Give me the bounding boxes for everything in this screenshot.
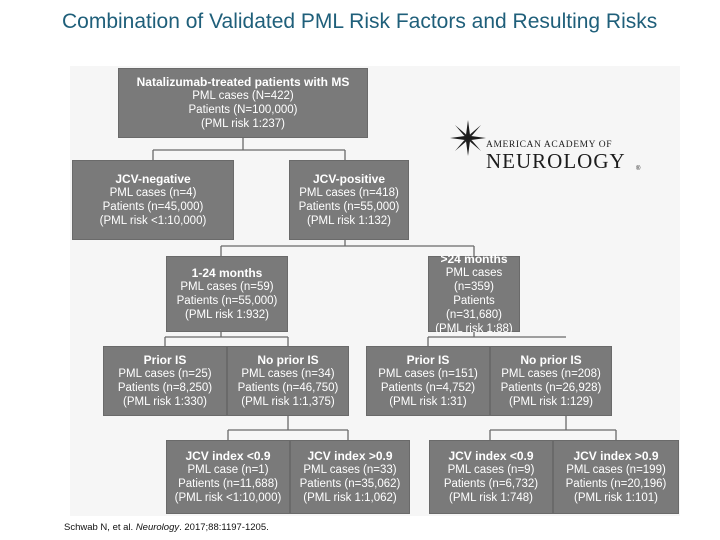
- box-risk: (PML risk 1:1,062): [303, 492, 397, 504]
- box-heading: JCV index <0.9: [448, 449, 534, 463]
- box-heading: No prior IS: [520, 353, 582, 367]
- box-patients: Patients (n=4,752): [380, 382, 476, 394]
- citation-rest: . 2017;88:1197-1205.: [179, 522, 269, 533]
- box-cases: PML cases (n=33): [303, 464, 397, 476]
- box-cases: PML cases (n=199): [566, 464, 666, 476]
- box-patients: Patients (n=55,000): [298, 201, 400, 213]
- box-patients: Patients (n=26,928): [500, 382, 602, 394]
- box-patients: Patients (n=20,196): [565, 478, 667, 490]
- box-heading: JCV index <0.9: [185, 449, 271, 463]
- box-patients: Patients (n=45,000): [102, 201, 204, 213]
- box-root: [118, 68, 368, 138]
- box-risk: (PML risk 1:88): [435, 323, 513, 335]
- box-a-jcv-index-high: [290, 440, 410, 514]
- box-b-prior-is: [366, 346, 490, 416]
- box-risk: (PML risk 1:101): [574, 492, 658, 504]
- box-risk: (PML risk 1:31): [389, 396, 467, 408]
- box-risk: (PML risk 1:330): [123, 396, 207, 408]
- box-patients: Patients (n=55,000): [176, 295, 278, 307]
- box-b-jcv-index-high: [553, 440, 679, 514]
- box-risk: (PML risk 1:237): [201, 118, 285, 130]
- box-jcv-negative: [72, 160, 234, 240]
- box-heading: >24 months: [440, 252, 508, 266]
- citation-authors: Schwab N, et al.: [64, 522, 136, 533]
- logo-line-2: NEUROLOGY: [486, 149, 626, 173]
- box-heading: 1-24 months: [191, 266, 263, 280]
- box-heading: Natalizumab-treated patients with MS: [136, 75, 350, 89]
- box-patients: Patients (n=11,688): [178, 478, 278, 490]
- connector-root: [153, 138, 345, 160]
- box-a-prior-is: [103, 346, 227, 416]
- box-risk: (PML risk <1:10,000): [174, 492, 282, 504]
- box-risk: (PML risk 1:748): [449, 492, 533, 504]
- box-patients: Patients (n=6,732): [443, 478, 539, 490]
- box-cases: PML cases (n=4): [109, 187, 197, 199]
- connector-months-1-24: [165, 332, 288, 346]
- box-cases: PML cases (n=208): [501, 368, 601, 380]
- box-heading: Prior IS: [406, 353, 450, 367]
- box-patients: Patients (n=8,250): [117, 382, 213, 394]
- box-cases: PML cases (n=151): [378, 368, 478, 380]
- box-risk: (PML risk 1:932): [185, 309, 269, 321]
- citation-journal: Neurology: [135, 522, 180, 533]
- starburst-icon: [450, 120, 486, 156]
- connector-a-no-prior: [228, 416, 348, 440]
- box-cases: PML case (n=1): [187, 464, 269, 476]
- box-patients: Patients (n=31,680): [446, 295, 502, 321]
- box-b-jcv-index-low: [429, 440, 553, 514]
- box-risk: (PML risk 1:132): [307, 215, 391, 227]
- box-a-no-prior-is: [227, 346, 349, 416]
- connector-b-no-prior: [490, 416, 616, 440]
- box-patients: Patients (n=46,750): [237, 382, 339, 394]
- box-cases: PML cases (n=359): [445, 267, 503, 293]
- box-heading: JCV index >0.9: [573, 449, 659, 463]
- box-cases: PML cases (N=422): [192, 90, 294, 102]
- box-heading: JCV-positive: [312, 172, 386, 186]
- box-cases: PML cases (n=59): [180, 281, 274, 293]
- box-risk: (PML risk 1:1,375): [241, 396, 335, 408]
- box-heading: JCV index >0.9: [307, 449, 393, 463]
- logo-line-1: AMERICAN ACADEMY OF: [486, 140, 613, 150]
- box-a-jcv-index-low: [166, 440, 290, 514]
- box-cases: PML cases (n=25): [118, 368, 212, 380]
- box-heading: JCV-negative: [115, 172, 191, 186]
- aan-logo: [446, 118, 646, 173]
- box-heading: No prior IS: [257, 353, 319, 367]
- box-risk: (PML risk <1:10,000): [99, 215, 207, 227]
- box-cases: PML cases (n=34): [241, 368, 335, 380]
- box-risk: (PML risk 1:129): [509, 396, 593, 408]
- box-heading: Prior IS: [143, 353, 187, 367]
- box-months-1-24: [166, 256, 288, 332]
- box-b-no-prior-is: [490, 346, 612, 416]
- box-patients: Patients (N=100,000): [188, 104, 298, 116]
- box-jcv-positive: [289, 160, 409, 240]
- box-cases: PML cases (n=9): [447, 464, 535, 476]
- box-months-gt24: [428, 252, 520, 335]
- slide-title: Combination of Validated PML Risk Factors and Resulting Risks: [62, 10, 658, 33]
- citation: [62, 519, 324, 537]
- logo-registered-mark: ®: [636, 166, 641, 172]
- box-patients: Patients (n=35,062): [299, 478, 401, 490]
- box-cases: PML cases (n=418): [299, 187, 399, 199]
